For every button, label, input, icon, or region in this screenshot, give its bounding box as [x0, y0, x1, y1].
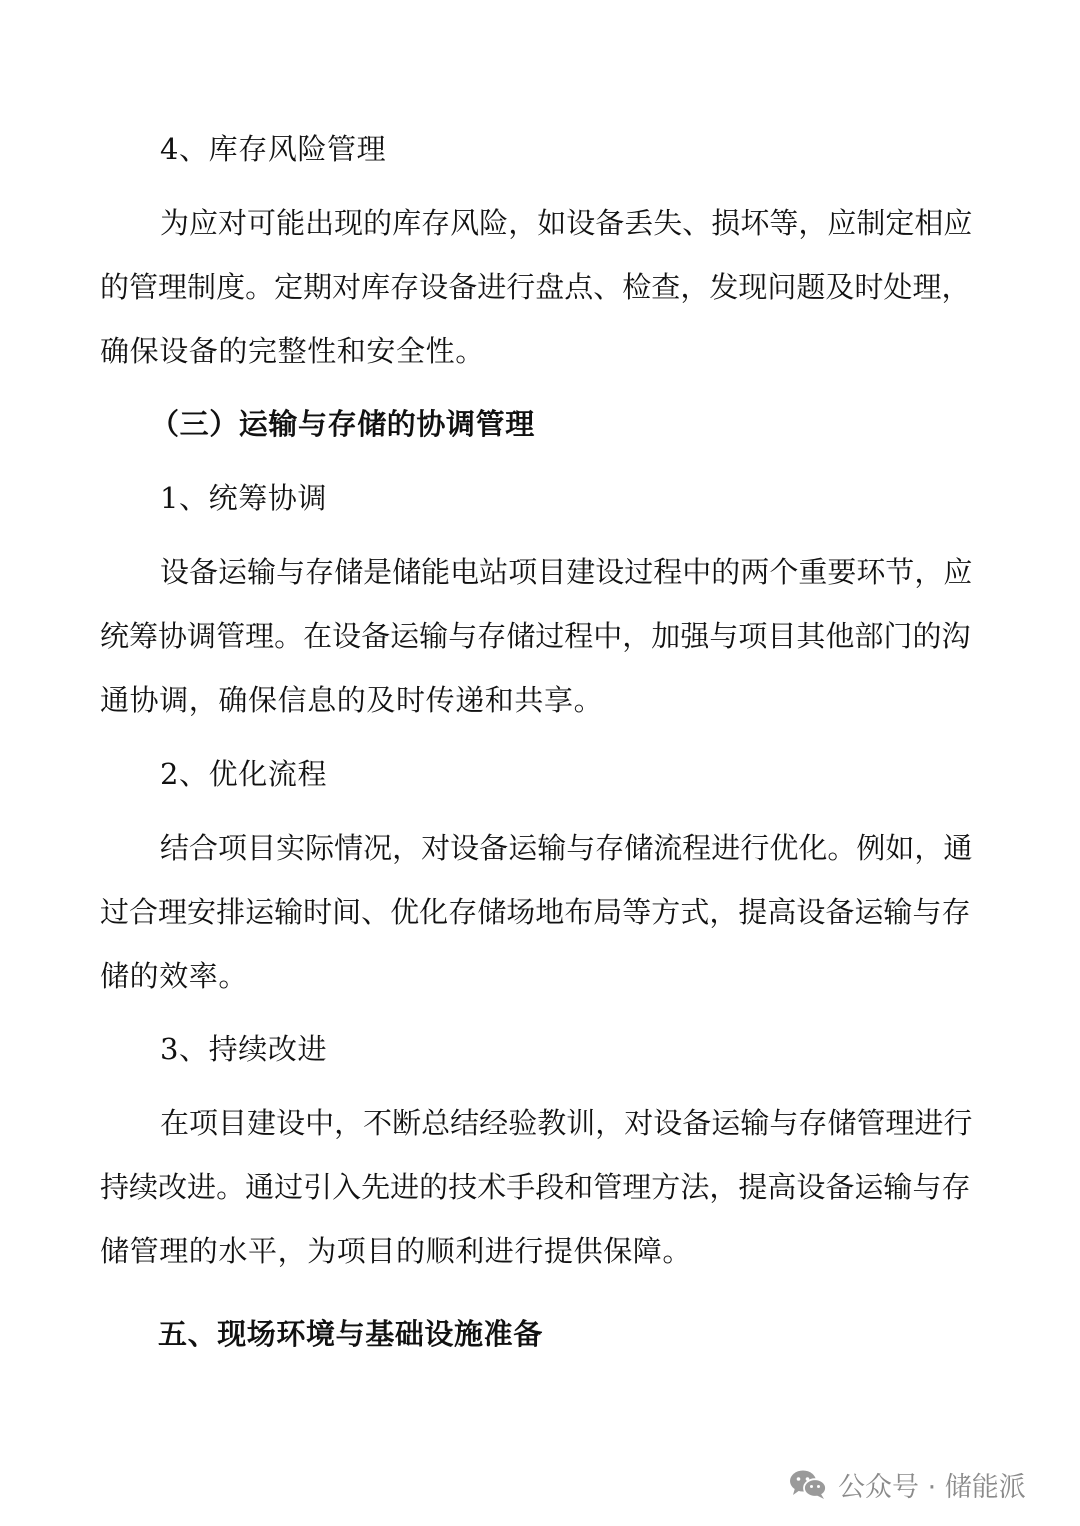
paragraph-line: 在 项 目 建 设 中 ， 不 断 总 结 经 验 教 训 ， 对 设 备 运 输 与 存 储 管 理 进 行: [160, 1106, 973, 1140]
watermark-text: 公众号 · 储能派: [838, 1471, 1026, 1503]
paragraph-line: 统 筹 协 调 管 理 。 在 设 备 运 输 与 存 储 过 程 中 ， 加 强 与 项 目 其 他 部 门 的 沟: [100, 619, 971, 653]
paragraph-line: 的 管 理 制 度 。 定 期 对 库 存 设 备 进 行 盘 点 、 检 查 ， 发 现 问 题 及 时 处 理 ，: [100, 270, 971, 304]
watermark: [788, 1462, 1026, 1506]
paragraph-line: 设 备 运 输 与 存 储 是 储 能 电 站 项 目 建 设 过 程 中 的 两 个 重 要 环 节 ， 应: [160, 555, 973, 589]
paragraph-line: 为 应 对 可 能 出 现 的 库 存 风 险 ， 如 设 备 丢 失 、 损 坏 等 ， 应 制 定 相 应: [160, 206, 973, 240]
paragraph-line: 储的效率。: [100, 959, 249, 993]
heading-inventory-risk: 4、库存风险管理: [160, 132, 387, 166]
heading-overall-coordination: 1、统筹协调: [160, 481, 328, 515]
section-heading-coordination: （三）运输与存储的协调管理: [150, 407, 535, 441]
wechat-icon: [788, 1468, 828, 1500]
chapter-heading-site-preparation: 五、现场环境与基础设施准备: [158, 1317, 543, 1351]
paragraph-line: 通协调，确保信息的及时传递和共享。: [100, 683, 604, 717]
heading-continuous-improvement: 3、持续改进: [160, 1032, 328, 1066]
paragraph-line: 储管理的水平，为项目的顺利进行提供保障。: [100, 1234, 693, 1268]
paragraph-line: 确保设备的完整性和安全性。: [100, 334, 485, 368]
heading-optimize-process: 2、优化流程: [160, 757, 328, 791]
paragraph-line: 过 合 理 安 排 运 输 时 间 、 优 化 存 储 场 地 布 局 等 方 式 ， 提 高 设 备 运 输 与 存: [100, 895, 971, 929]
paragraph-line: 结 合 项 目 实 际 情 况 ， 对 设 备 运 输 与 存 储 流 程 进 行 优 化 。 例 如 ， 通: [160, 831, 973, 865]
paragraph-line: 持 续 改 进 。 通 过 引 入 先 进 的 技 术 手 段 和 管 理 方 法 ， 提 高 设 备 运 输 与 存: [100, 1170, 971, 1204]
